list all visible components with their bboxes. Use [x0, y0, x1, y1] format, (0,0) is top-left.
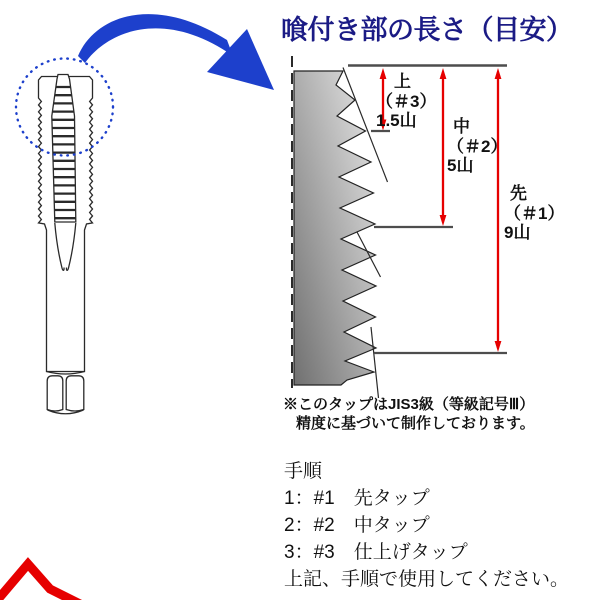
procedure-footer: 上記、手順で使用してください。 [284, 569, 570, 590]
square-drive-left-face [47, 376, 63, 411]
dimension-part-name: 先 [510, 184, 527, 203]
dimension-part-name: 中 [453, 117, 470, 136]
square-drive-right-face [66, 376, 84, 411]
procedure-step-3: 3：#3 仕上げタップ [284, 542, 468, 563]
procedure-step-1: 1：#1 先タップ [284, 488, 430, 509]
dimension-arrow-lead [495, 68, 502, 352]
procedure-heading: 手順 [284, 461, 323, 482]
dimension-tap-number: （＃2） [447, 136, 508, 156]
dimension-length: 9山 [504, 223, 531, 242]
dimension-tap-number: （＃3） [376, 91, 437, 111]
dimension-length: 5山 [447, 156, 474, 175]
thread-profile-body [294, 71, 376, 385]
dimension-label-top [376, 72, 436, 131]
dimension-label-middle [447, 117, 507, 176]
dimension-tap-number: （＃1） [504, 203, 565, 223]
dimension-length: 1.5山 [376, 111, 417, 130]
accuracy-note-line2: 精度に基づいて制作しております。 [296, 415, 535, 432]
accuracy-note [283, 395, 535, 433]
tap-thread-column [52, 75, 76, 223]
magnify-arrow-icon [78, 14, 274, 90]
procedure-step-2: 2：#2 中タップ [284, 515, 430, 536]
dimension-label-lead [504, 184, 564, 243]
page-title: 喰付き部の長さ（目安） [281, 15, 573, 45]
dimension-part-name: 上 [394, 72, 411, 91]
dimension-arrow-middle [440, 68, 447, 226]
procedure-block [284, 458, 569, 593]
accuracy-note-line1: ※このタップはJIS3級（等級記号Ⅲ） [283, 396, 535, 413]
tap-illustration [39, 75, 93, 414]
corner-red-shape [0, 564, 82, 600]
